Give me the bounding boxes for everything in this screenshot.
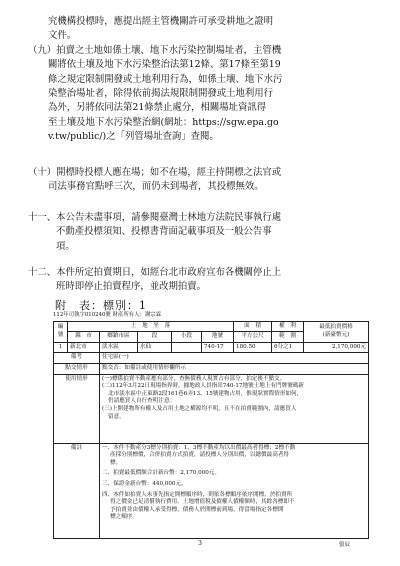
usage-line: (一)標係拍賣不動產應有部分，查無債務人現實占有部分，拍定後不點交。 [102, 375, 286, 382]
text-line: 項。 [56, 240, 75, 252]
corner-text: 張辰 [338, 542, 350, 548]
col-lot-header: 地號 [202, 332, 234, 343]
item-11-paragraph [28, 211, 368, 254]
delivery-value: 點交否：如備註或使用情形欄所示 [100, 363, 369, 374]
delivery-label: 點交情形 [54, 363, 100, 374]
cell-no: 1 [54, 342, 68, 353]
cell-district: 淡水區 [100, 342, 138, 353]
text-line: 十一、本公告未盡事項，請參閱臺灣士林地方法院民事執行處 [28, 212, 282, 223]
text-line: 文件。 [48, 30, 77, 42]
cell-area: 180.50 [234, 342, 272, 353]
col-range-header: 範 圍 [272, 332, 304, 343]
table-row [54, 342, 369, 353]
currency-unit-label: (新臺幣元) [322, 331, 350, 338]
text-line: 至土壤及地下水污染整治網(網址：https://sgw.epa.go [48, 116, 279, 128]
note-line: 標。 [110, 459, 122, 466]
col-no-header: 編號 [54, 321, 68, 342]
cell-lot: 740-17 [202, 342, 234, 353]
note-label: 備註 [54, 443, 100, 538]
item-10-paragraph [28, 166, 368, 195]
usage-line: 北市淡水區中正東路2段161巷6弄13、15號建物占用，惟現狀實際情形如何， [108, 390, 303, 397]
note-line: 二、拍賣最低價額合計新台幣：2,170,000元。 [102, 470, 220, 477]
auction-table [53, 321, 369, 539]
text-line: 究機構投標時，應提出經主管機關許可承受耕地之證明 [48, 16, 274, 27]
remark-label: 備考 [54, 353, 100, 364]
col-county-header: 縣 市 [68, 332, 100, 343]
text-line: v.tw/public/)之「列管場址查詢」查閱。 [48, 131, 219, 143]
item-9-paragraph [28, 15, 368, 145]
note-line: 三、保證金新台幣：440,000元。 [102, 480, 187, 487]
text-line: （十）開標時投標人應在場；如不在場，經主持開標之法官或 [28, 167, 282, 178]
usage-line: (二)112年3月22日現場指界時，據地政人員指出740-17地號土地上有門牌號碼新 [102, 383, 305, 390]
usage-line: 留意。 [108, 413, 125, 420]
text-line: 染整治場址者，除得依前揭法規限制開發或土地利用行 [48, 88, 274, 100]
min-price-label: 最低拍賣價格 [319, 324, 353, 331]
text-line: 為外，另將依同法第21條禁止處分，相關場址資訊得 [48, 102, 267, 114]
usage-value [100, 374, 369, 443]
text-line: 不動產投標須知、投標書背面記載事項及一般公告事 [56, 226, 272, 238]
col-price-header [304, 321, 369, 342]
col-sqm-header: 平方公尺 [234, 332, 272, 343]
page-number: 3 [198, 540, 202, 547]
col-area-header: 面 積 [234, 321, 272, 332]
col-land-header: 土 地 坐 落 [68, 321, 234, 332]
note-line: 標之順序。 [110, 514, 138, 521]
text-line: 十二、本件所定拍賣期日，如經台北市政府宣布各機關停止上 [28, 267, 282, 278]
item-12-paragraph [28, 266, 368, 295]
usage-label: 使用情形 [54, 374, 100, 443]
cell-county: 新北市 [68, 342, 100, 353]
col-section-header: 段 [138, 332, 172, 343]
col-right-header: 權 利 [272, 321, 304, 332]
cell-right: 6分之1 [272, 342, 304, 353]
usage-line: (三)上開建物所有權人及占用土地之權源均不明，且不在拍賣範圍內，請應買人 [102, 405, 297, 412]
text-line: 司法事務官點呼三次，而仍未到場者，其投標無效。 [48, 181, 264, 193]
note-line: 產採分別標價，合併拍賣方式拍賣，請投標人分別出價，以總價最高者得 [110, 452, 290, 459]
text-line: 班時即停止拍賣程序，並改期拍賣。 [56, 281, 207, 293]
attachment-label: 附 表：標別：1 [55, 299, 147, 312]
usage-line: 仍請應買人自行查明注意。 [108, 398, 176, 405]
case-header: 112年司執字010240號 財產所有人：謝宗霖 [53, 312, 162, 318]
cell-price: 2,170,000元 [304, 342, 369, 353]
note-line: 四、本件如拍賣人未事先指定開標順序時，則依各標順序依序開標，於拍賣所 [102, 491, 293, 498]
col-district-header: 鄉鎮市區 [100, 332, 138, 343]
note-line: 得之價金已足清償執行費用、土地增值稅及債權人債權額時，其餘各標即不 [110, 499, 295, 506]
note-line: 予拍賣並由債權人承受得標，債務人於開標前到場，得當場指定各標開 [110, 506, 284, 513]
auction-schedule [53, 312, 368, 539]
note-value [100, 443, 369, 538]
remark-value: 住宅區(一) [100, 353, 369, 364]
cell-section: 水仙 [138, 342, 172, 353]
text-line: 條之規定限制開發或土地利用行為，如係土壤、地下水污 [48, 73, 283, 85]
col-subsection-header: 小段 [172, 332, 202, 343]
note-line: 一、本件不動產分3標分別拍賣：1、3標不動產均以出價最高者得標；2標不動 [102, 444, 296, 451]
text-line: 關將依土壤及地下水污染整治法第12條、第17條至第19 [48, 59, 281, 71]
cell-subsection [172, 342, 202, 353]
text-line: （九）拍賣之土地如係土壤、地下水污染控制場址者，主管機 [28, 44, 282, 56]
